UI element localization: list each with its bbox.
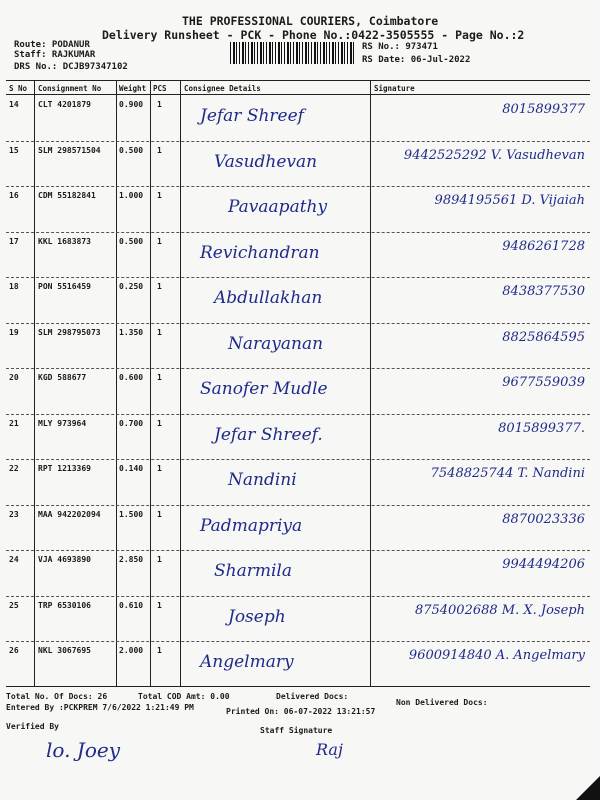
row-separator	[6, 459, 590, 460]
row-signature-handwritten: 9486261728	[502, 238, 585, 254]
row-sno: 14	[9, 100, 19, 109]
row-consignee-handwritten: Padmapriya	[200, 515, 303, 536]
row-sno: 25	[9, 600, 19, 610]
barcode-image	[230, 42, 354, 64]
row-separator	[6, 550, 590, 551]
page-title: THE PROFESSIONAL COURIERS, Coimbatore	[182, 14, 439, 28]
row-consignment-no: SLM 298795073	[38, 327, 101, 337]
entered-by: Entered By :PCKPREM 7/6/2022 1:21:49 PM	[6, 703, 194, 712]
row-pcs: 1	[157, 145, 162, 155]
verified-by-label: Verified By	[6, 722, 59, 731]
row-separator	[6, 505, 590, 506]
row-sno: 18	[9, 282, 19, 291]
row-consignment-no: CLT 4201879	[38, 100, 91, 109]
row-consignee-handwritten: Sharmila	[214, 561, 292, 581]
row-signature-handwritten: 9894195561 D. Vijaiah	[434, 193, 585, 208]
row-sno: 21	[9, 418, 19, 428]
row-pcs: 1	[157, 509, 162, 519]
runsheet-subtitle: Delivery Runsheet - PCK - Phone No.:0422-3505555 - Page No.:2	[102, 28, 525, 42]
row-signature-handwritten: 8870023336	[502, 511, 585, 527]
row-sno: 17	[9, 236, 19, 246]
row-weight: 2.000	[119, 646, 144, 655]
staff-signature: Raj	[316, 740, 343, 759]
staff-signature-label: Staff Signature	[260, 726, 333, 735]
row-consignee-handwritten: Narayanan	[228, 333, 324, 354]
row-signature-handwritten: 8825864595	[502, 329, 585, 345]
col-header-weight: Weight	[119, 84, 147, 93]
row-weight: 0.140	[119, 464, 144, 473]
row-weight: 0.900	[119, 100, 144, 109]
row-sno: 15	[9, 145, 19, 155]
row-sno: 20	[9, 373, 19, 382]
row-consignment-no: VJA 4693890	[38, 555, 91, 564]
row-consignee-handwritten: Joseph	[228, 606, 286, 627]
row-consignment-no: PON 5516459	[38, 282, 91, 291]
route-label: Route: PODANUR	[14, 40, 90, 50]
row-consignment-no: CDM 55182841	[38, 191, 96, 200]
row-sno: 19	[9, 327, 19, 337]
row-pcs: 1	[157, 464, 162, 473]
row-separator	[6, 186, 590, 187]
row-signature-handwritten: 9600914840 A. Angelmary	[408, 648, 585, 663]
row-separator	[6, 141, 590, 142]
total-cod: Total COD Amt: 0.00	[138, 692, 230, 701]
row-consignment-no: RPT 1213369	[38, 464, 91, 473]
col-header-consignee: Consignee Details	[184, 84, 261, 93]
row-pcs: 1	[157, 600, 162, 610]
row-weight: 1.500	[119, 509, 144, 519]
row-consignee-handwritten: Sanofer Mudle	[200, 379, 328, 399]
row-weight: 0.250	[119, 282, 144, 291]
verifier-signature: lo. Joey	[46, 738, 120, 762]
row-consignment-no: KKL 1683873	[38, 236, 91, 246]
row-separator	[6, 414, 590, 415]
row-separator	[6, 277, 590, 278]
row-weight: 0.700	[119, 418, 144, 428]
row-signature-handwritten: 8754002688 M. X. Joseph	[414, 602, 585, 618]
row-weight: 2.850	[119, 555, 144, 564]
row-sno: 23	[9, 509, 19, 519]
row-pcs: 1	[157, 327, 162, 337]
row-consignee-handwritten: Abdullakhan	[214, 288, 323, 308]
row-pcs: 1	[157, 282, 162, 291]
row-consignment-no: SLM 298571504	[38, 145, 101, 155]
row-signature-handwritten: 9442525292 V. Vasudhevan	[403, 147, 585, 163]
row-pcs: 1	[157, 373, 162, 382]
row-signature-handwritten: 8438377530	[502, 284, 585, 299]
row-consignee-handwritten: Jefar Shreef	[200, 106, 304, 126]
drs-number: DRS No.: DCJB97347102	[14, 62, 128, 72]
row-sno: 24	[9, 555, 19, 564]
row-consignee-handwritten: Nandini	[228, 470, 297, 490]
row-consignment-no: MLY 973964	[38, 418, 87, 428]
col-header-sno: S No	[9, 84, 28, 93]
header-bottom-border	[6, 94, 590, 95]
row-weight: 0.600	[119, 373, 144, 382]
row-consignee-handwritten: Pavaapathy	[228, 197, 328, 217]
row-consignment-no: KGD 588677	[38, 373, 87, 382]
table-bottom-border	[6, 686, 590, 687]
row-consignment-no: NKL 3067695	[38, 646, 91, 655]
row-signature-handwritten: 8015899377	[502, 102, 585, 117]
delivered-docs: Delivered Docs:	[276, 692, 349, 701]
total-docs: Total No. Of Docs: 26	[6, 692, 108, 701]
scan-corner-shadow	[576, 776, 600, 800]
row-separator	[6, 596, 590, 597]
row-pcs: 1	[157, 100, 162, 109]
row-consignment-no: TRP 6530106	[38, 600, 91, 610]
row-weight: 0.610	[119, 600, 144, 610]
row-pcs: 1	[157, 555, 162, 564]
table-top-border	[6, 80, 590, 81]
printed-on: Printed On: 06-07-2022 13:21:57	[226, 707, 376, 716]
row-separator	[6, 232, 590, 233]
row-weight: 1.350	[119, 327, 144, 337]
row-sno: 22	[9, 464, 19, 473]
row-signature-handwritten: 9944494206	[502, 557, 585, 572]
rs-number: RS No.: 973471	[362, 42, 438, 52]
staff-label: Staff: RAJKUMAR	[14, 50, 96, 60]
row-weight: 0.500	[119, 236, 144, 246]
row-consignee-handwritten: Angelmary	[200, 652, 294, 672]
col-header-consignment: Consignment No	[38, 84, 102, 93]
col-header-pcs: PCS	[153, 84, 167, 93]
row-separator	[6, 323, 590, 324]
row-pcs: 1	[157, 646, 162, 655]
row-signature-handwritten: 9677559039	[502, 375, 585, 390]
row-consignee-handwritten: Jefar Shreef.	[214, 424, 323, 445]
row-sno: 26	[9, 646, 19, 655]
row-consignee-handwritten: Vasudhevan	[214, 151, 318, 172]
rs-date: RS Date: 06-Jul-2022	[362, 55, 471, 65]
row-signature-handwritten: 7548825744 T. Nandini	[430, 466, 585, 481]
row-separator	[6, 368, 590, 369]
non-delivered-docs: Non Delivered Docs:	[396, 698, 488, 707]
row-sno: 16	[9, 191, 19, 200]
row-pcs: 1	[157, 418, 162, 428]
row-weight: 0.500	[119, 145, 144, 155]
row-separator	[6, 641, 590, 642]
row-weight: 1.000	[119, 191, 144, 200]
row-consignee-handwritten: Revichandran	[200, 242, 320, 263]
row-pcs: 1	[157, 191, 162, 200]
row-pcs: 1	[157, 236, 162, 246]
row-consignment-no: MAA 942202094	[38, 509, 101, 519]
row-signature-handwritten: 8015899377.	[498, 420, 585, 436]
col-header-signature: Signature	[374, 84, 415, 93]
